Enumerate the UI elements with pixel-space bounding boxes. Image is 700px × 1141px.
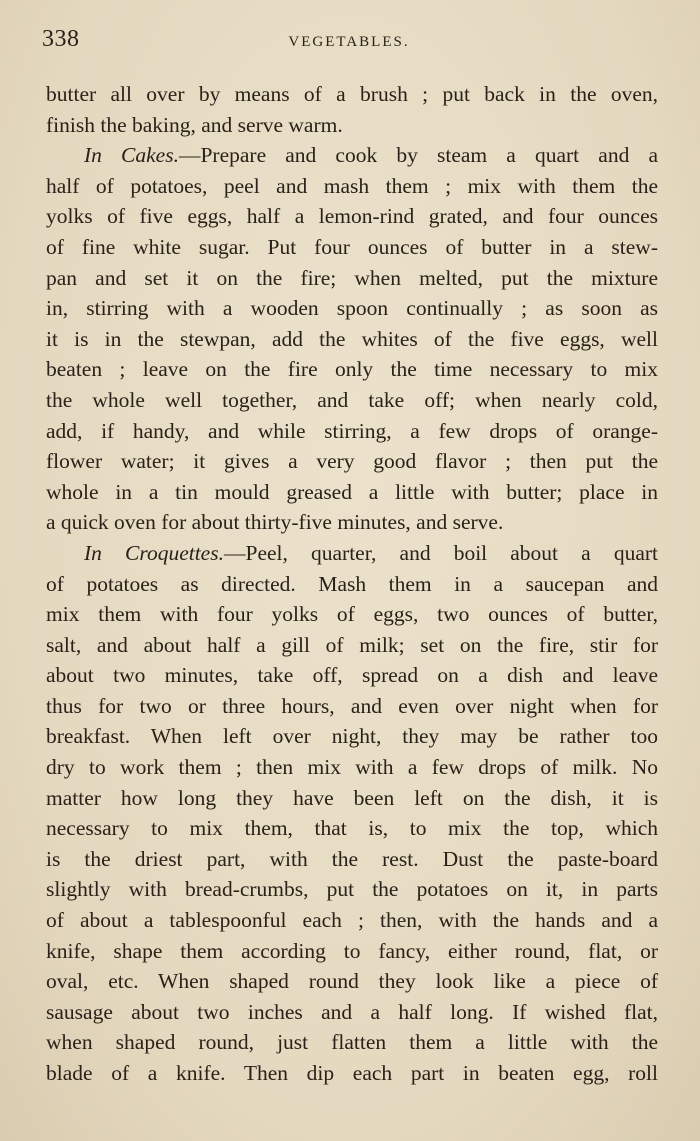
section-heading-croquettes: In Croquettes. xyxy=(84,540,224,565)
text-line: a quick oven for about thirty-five minutes, and serve. xyxy=(46,510,504,535)
text-line: whole in a tin mould greased a little with butter; place in xyxy=(46,479,658,504)
text-line: finish the baking, and serve warm. xyxy=(46,112,343,137)
text-line: flower water; it gives a very good flavor ; then put the xyxy=(46,449,658,474)
body-text xyxy=(46,79,658,1089)
text-line: is the driest part, with the rest. Dust the paste-board xyxy=(46,846,658,871)
text-line: necessary to mix them, that is, to mix the top, which xyxy=(46,816,658,841)
running-head: VEGETABLES. xyxy=(288,34,410,50)
text-line: when shaped round, just flatten them a little with the xyxy=(46,1030,658,1055)
text-line xyxy=(46,538,658,569)
page-header xyxy=(42,26,656,56)
text-line: in, stirring with a wooden spoon continually ; as soon as xyxy=(46,296,658,321)
text-line: of fine white sugar. Put four ounces of butter in a stew- xyxy=(46,234,658,259)
text-line: of potatoes as directed. Mash them in a saucepan and xyxy=(46,571,658,596)
text-line: the whole well together, and take off; when nearly cold, xyxy=(46,387,658,412)
text-line: knife, shape them according to fancy, either round, flat, or xyxy=(46,938,658,963)
section-heading-cakes: In Cakes. xyxy=(84,143,179,168)
text-line: dry to work them ; then mix with a few drops of milk. No xyxy=(46,755,658,780)
text-line: matter how long they have been left on the dish, it is xyxy=(46,785,658,810)
page-number: 338 xyxy=(42,26,80,52)
text-line: half of potatoes, peel and mash them ; mix with them the xyxy=(46,173,658,198)
text-line: pan and set it on the fire; when melted, put the mixture xyxy=(46,265,658,290)
text-line: about two minutes, take off, spread on a dish and leave xyxy=(46,663,658,688)
text-line: butter all over by means of a brush ; put back in the oven, xyxy=(46,82,658,106)
text-line: it is in the stewpan, add the whites of the five eggs, well xyxy=(46,326,658,351)
text-line: beaten ; leave on the fire only the time necessary to mix xyxy=(46,357,658,382)
text-line: blade of a knife. Then dip each part in beaten egg, roll xyxy=(46,1061,658,1085)
text-line: slightly with bread-crumbs, put the potatoes on it, in parts xyxy=(46,877,658,902)
text-line: add, if handy, and while stirring, a few drops of orange- xyxy=(46,418,658,443)
text-line: sausage about two inches and a half long. If wished flat, xyxy=(46,999,658,1024)
text-line: breakfast. When left over night, they may be rather too xyxy=(46,724,658,749)
text-line: oval, etc. When shaped round they look like a piece of xyxy=(46,969,658,994)
text-line-rest: —Peel, quarter, and boil about a quart xyxy=(223,540,659,565)
text-line: salt, and about half a gill of milk; set on the fire, stir for xyxy=(46,632,658,657)
text-line: thus for two or three hours, and even over night when for xyxy=(46,693,658,718)
text-line: of about a tablespoonful each ; then, with the hands and a xyxy=(46,908,658,933)
text-line: yolks of five eggs, half a lemon-rind grated, and four ounces xyxy=(46,204,658,229)
text-line xyxy=(46,140,658,171)
text-line-rest: —Prepare and cook by steam a quart and a xyxy=(178,143,658,168)
text-line: mix them with four yolks of eggs, two ounces of butter, xyxy=(46,602,658,627)
